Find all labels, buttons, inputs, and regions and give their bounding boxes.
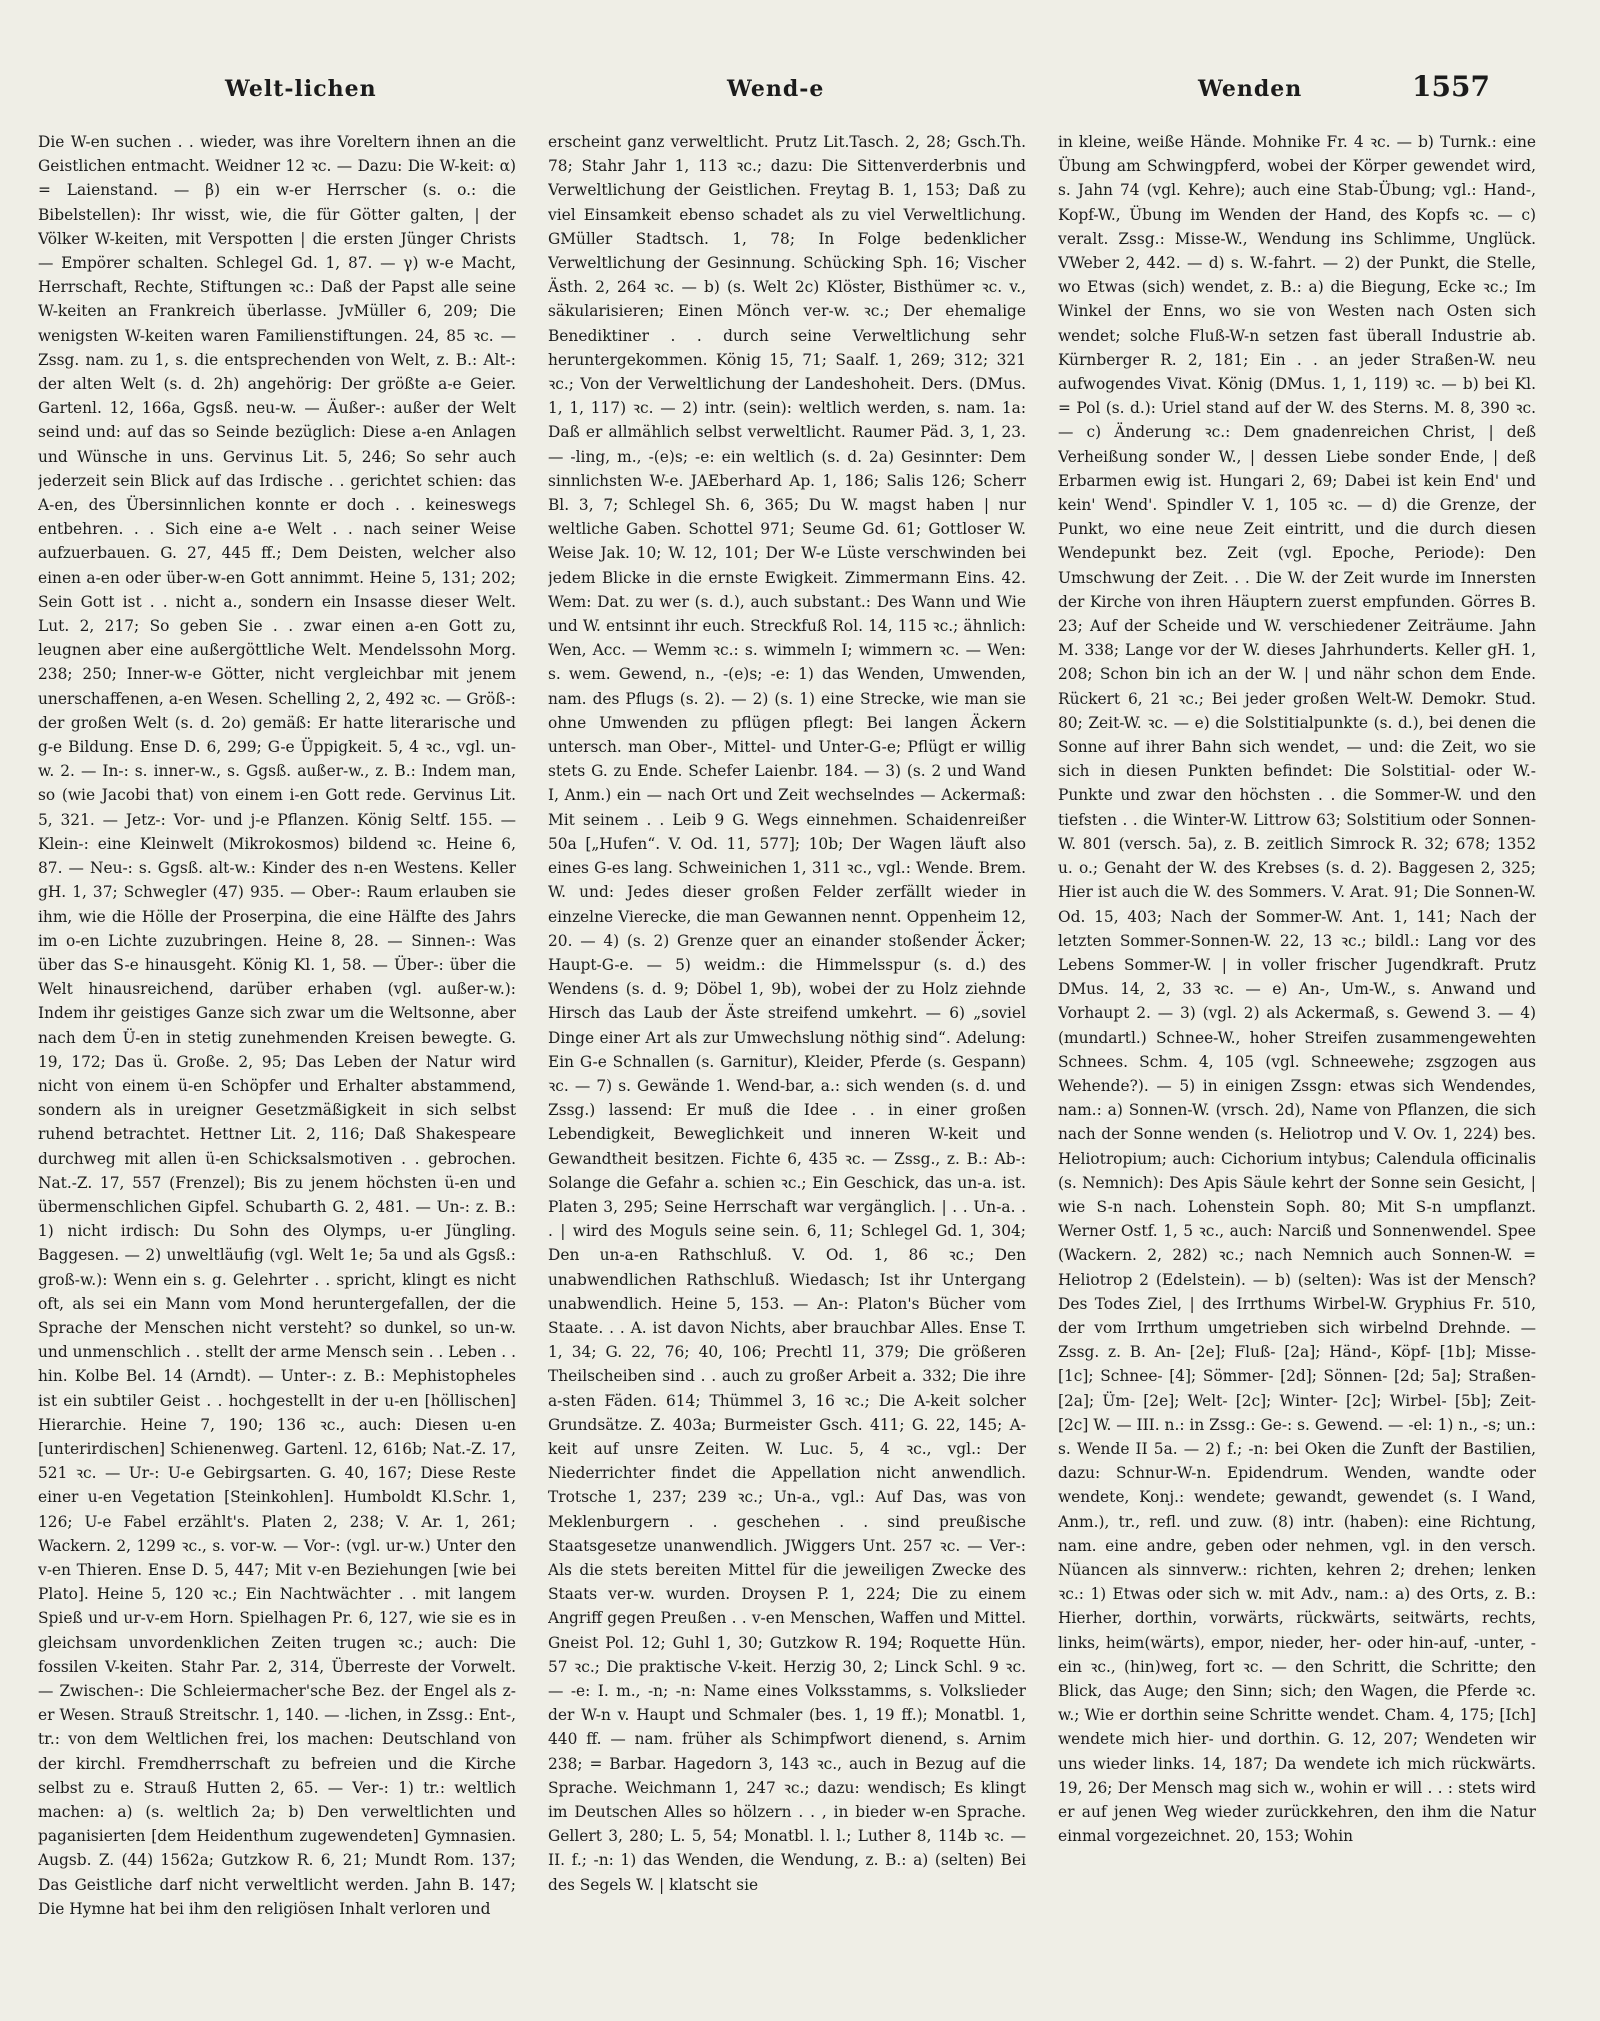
text-column-1 (38, 130, 516, 1990)
page-header (0, 70, 1600, 110)
right-guide-word: Wenden (1198, 76, 1303, 102)
center-guide-word: Wend-e (727, 76, 825, 102)
text-column-3 (1058, 130, 1536, 1990)
left-guide-word: Welt-lichen (225, 76, 377, 102)
column-2-text: erscheint ganz verweltlicht. Prutz Lit.Tasch. 2, 28; Gsch.Th. 78; Stahr Jahr 1, 113 ꝛc.; dazu: Die Sittenverderbnis und Verweltlichung der Geistlichen. Freytag B. 1, 153; Daß zu viel Einsamkeit ebenso schadet als zu viel Verweltlichung. GMüller Stadtsch. 1, 78; In Folge bedenklicher Verweltlichung der Gesinnung. Schücking Sph. 16; Vischer Ästh. 2, 264 ꝛc. — b) (s. Welt 2c) Klöster, Bisthümer ꝛc. v., säkularisieren; Einen Mönch ver-w. ꝛc.; Der ehemalige Benediktiner . . durch seine Verweltlichung sehr heruntergekommen. König 15, 71; Saalf. 1, 269; 312; 321 ꝛc.; Von der Verweltlichung der Landeshoheit. Ders. (DMus. 1, 1, 117) ꝛc. — 2) intr. (sein): weltlich werden, s. nam. 1a: Daß er allmählich selbst verweltlicht. Raumer Päd. 3, 1, 23. — -ling, m., -(e)s; -e: ein weltlich (s. d. 2a) Gesinnter: Dem sinnlichsten W-e. JAEberhard Ap. 1, 186; Salis 126; Scherr Bl. 3, 7; Schlegel Sh. 6, 365; Du W. magst haben | nur weltliche Gaben. Schottel 971; Seume Gd. 61; Gottloser W. Weise Jak. 10; W. 12, 101; Der W-e Lüste verschwinden bei jedem Blicke in die ernste Ewigkeit. Zimmermann Eins. 42. Wem: Dat. zu wer (s. d.), auch substant.: Des Wann und Wie und W. entsinnt ihr euch. Streckfuß Rol. 14, 115 ꝛc.; ähnlich: Wen, Acc. — Wemm ꝛc.: s. wimmeln I; wimmern ꝛc. — Wen: s. wem. Gewend, n., -(e)s; -e: 1) das Wenden, Umwenden, nam. des Pflugs (s. 2). — 2) (s. 1) eine Strecke, wie man sie ohne Umwenden zu pflügen pflegt: Bei langen Äckern untersch. man Ober-, Mittel- und Unter-G-e; Pflügt er willig stets G. zu Ende. Schefer Laienbr. 184. — 3) (s. 2 und Wand I, Anm.) ein — nach Ort und Zeit wechselndes — Ackermaß: Mit seinem . . Leib 9 G. Wegs einnehmen. Schaidenreißer 50a [„Hufen“. V. Od. 11, 577]; 10b; Der Wagen läuft also eines G-es lang. Schweinichen 1, 311 ꝛc., vgl.: Wende. Brem. W. und: Jedes dieser großen Felder zerfällt wieder in einzelne Vierecke, die man Gewannen nennt. Oppenheim 12, 20. — 4) (s. 2) Grenze quer an einander stoßender Äcker; Haupt-G-e. — 5) weidm.: die Himmelsspur (s. d.) des Wendens (s. d. 9; Döbel 1, 9b), wobei der zu Holz ziehnde Hirsch das Laub der Äste streifend umkehrt. — 6) „soviel Dinge einer Art als zur Umwechslung nöthig sind“. Adelung: Ein G-e Schnallen (s. Garnitur), Kleider, Pferde (s. Gespann) ꝛc. — 7) s. Gewände 1. Wend-bar, a.: sich wenden (s. d. und Zssg.) lassend: Er muß die Idee . . in einer großen Lebendigkeit, Beweglichkeit und inneren W-keit und Gewandtheit besitzen. Fichte 6, 435 ꝛc. — Zssg., z. B.: Ab-: Solange die Gefahr a. schien ꝛc.; Ein Geschick, das un-a. ist. Platen 3, 295; Seine Herrschaft war vergänglich. | . . Un-a. . . | wird des Moguls seine sein. 6, 11; Schlegel Gd. 1, 304; Den un-a-en Rathschluß. V. Od. 1, 86 ꝛc.; Den unabwendlichen Rathschluß. Wiedasch; Ist ihr Untergang unabwendlich. Heine 5, 153. — An-: Platon's Bücher vom Staate. . . A. ist davon Nichts, aber brauchbar Alles. Ense T. 1, 34; G. 22, 76; 40, 106; Prechtl 11, 379; Die größeren Theilscheiben sind . . auch zu großer Arbeit a. 332; Die ihre a-sten Fäden. 614; Thümmel 3, 16 ꝛc.; Die A-keit solcher Grundsätze. Z. 403a; Burmeister Gsch. 411; G. 22, 145; A-keit auf unsre Zeiten. W. Luc. 5, 4 ꝛc., vgl.: Der Niederrichter findet die Appellation nicht anwendlich. Trotsche 1, 237; 239 ꝛc.; Un-a., vgl.: Auf Das, was von Meklenburgern . . geschehen . . sind preußische Staatsgesetze unanwendlich. JWiggers Unt. 257 ꝛc. — Ver-: Als die stets bereiten Mittel für die jeweiligen Zwecke des Staats ver-w. wurden. Droysen P. 1, 224; Die zu einem Angriff gegen Preußen . . v-en Menschen, Waffen und Mittel. Gneist Pol. 12; Guhl 1, 30; Gutzkow R. 194; Roquette Hün. 57 ꝛc.; Die praktische V-keit. Herzig 30, 2; Linck Schl. 9 ꝛc. — -e: I. m., -n; -n: Name eines Volksstamms, s. Volkslieder der W-n v. Haupt und Schmaler (bes. 1, 19 ff.); Monatbl. 1, 440 ff. — nam. früher als Schimpfwort dienend, s. Arnim 238; = Barbar. Hagedorn 3, 143 ꝛc., auch in Bezug auf die Sprache. Weichmann 1, 247 ꝛc.; dazu: wendisch; Es klingt im Deutschen Alles so hölzern . . , in bieder w-en Sprache. Gellert 3, 280; L. 5, 54; Monatbl. l. l.; Luther 8, 114b ꝛc. — II. f.; -n: 1) das Wenden, die Wendung, z. B.: a) (selten) Bei des Segels W. | klatscht sie (548, 133, 1026, 1894)
page-number: 1557 (1412, 70, 1490, 103)
column-3-text: in kleine, weiße Hände. Mohnike Fr. 4 ꝛc. — b) Turnk.: eine Übung am Schwingpferd, wobei der Körper gewendet wird, s. Jahn 74 (vgl. Kehre); auch eine Stab-Übung; vgl.: Hand-, Kopf-W., Übung im Wenden der Hand, des Kopfs ꝛc. — c) veralt. Zssg.: Misse-W., Wendung ins Schlimme, Unglück. VWeber 2, 442. — d) s. W.-fahrt. — 2) der Punkt, die Stelle, wo Etwas (sich) wendet, z. B.: a) die Biegung, Ecke ꝛc.; Im Winkel der Enns, wo sie von Westen nach Osten sich wendet; solche Fluß-W-n setzen fast überall Industrie ab. Kürnberger R. 2, 181; Ein . . an jeder Straßen-W. neu aufwogendes Vivat. König (DMus. 1, 1, 119) ꝛc. — b) bei Kl. = Pol (s. d.): Uriel stand auf der W. des Sterns. M. 8, 390 ꝛc. — c) Änderung ꝛc.: Dem gnadenreichen Christ, | deß Verheißung sonder W., | dessen Liebe sonder Ende, | deß Erbarmen ewig ist. Hungari 2, 69; Dabei ist kein End' und kein' Wend'. Spindler V. 1, 105 ꝛc. — d) die Grenze, der Punkt, wo eine neue Zeit eintritt, und die durch diesen Wendepunkt bez. Zeit (vgl. Epoche, Periode): Den Umschwung der Zeit. . . Die W. der Zeit wurde im Innersten der Kirche von ihren Häuptern zuerst empfunden. Görres B. 23; Auf der Scheide und W. verschiedener Zeiträume. Jahn M. 338; Lange vor der W. dieses Jahrhunderts. Keller gH. 1, 208; Schon bin ich an der W. | und nähr schon dem Ende. Rückert 6, 21 ꝛc.; Bei jeder großen Welt-W. Demokr. Stud. 80; Zeit-W. ꝛc. — e) die Solstitialpunkte (s. d.), bei denen die Sonne auf ihrer Bahn sich wendet, — und: die Zeit, wo sie sich in diesen Punkten befindet: Die Solstitial- oder W.-Punkte und zwar den höchsten . . die Sommer-W. und den tiefsten . . die Winter-W. Littrow 63; Solstitium oder Sonnen-W. 801 (versch. 5a), z. B. zeitlich Simrock R. 32; 678; 1352 u. o.; Genaht der W. des Krebses (s. d. 2). Baggesen 2, 325; Hier ist auch die W. des Sommers. V. Arat. 91; Die Sonnen-W. Od. 15, 403; Nach der Sommer-W. Ant. 1, 141; Nach der letzten Sommer-Sonnen-W. 22, 13 ꝛc.; bildl.: Lang vor des Lebens Sommer-W. | in voller frischer Jugendkraft. Prutz DMus. 14, 2, 33 ꝛc. — e) An-, Um-W., s. Anwand und Vorhaupt 2. — 3) (vgl. 2) als Ackermaß, s. Gewend 3. — 4) (mundartl.) Schnee-W., hoher Streifen zusammengewehten Schnees. Schm. 4, 105 (vgl. Schneewehe; zsgzogen aus Wehende?). — 5) in einigen Zssgn: etwas sich Wendendes, nam.: a) Sonnen-W. (vrsch. 2d), Name von Pflanzen, die sich nach der Sonne wenden (s. Heliotrop und V. Ov. 1, 224) bes. Heliotropium; auch: Cichorium intybus; Calendula officinalis (s. Nemnich): Des Apis Säule kehrt der Sonne sein Gesicht, | wie S-n nach. Lohenstein Soph. 80; Mit S-n umpflanzt. Werner Ostf. 1, 5 ꝛc., auch: Narciß und Sonnenwendel. Spee (Wackern. 2, 282) ꝛc.; nach Nemnich auch Sonnen-W. = Heliotrop 2 (Edelstein). — b) (selten): Was ist der Mensch? Des Todes Ziel, | des Irrthums Wirbel-W. Gryphius Fr. 510, der vom Irrthum umgetrieben sich wirbelnd Drehnde. — Zssg. z. B. An- [2e]; Fluß- [2a]; Händ-, Köpf- [1b]; Misse- [1c]; Schnee- [4]; Sömmer- [2d]; Sönnen- [2d; 5a]; Straßen- [2a]; Üm- [2e]; Welt- [2c]; Winter- [2c]; Wirbel- [5b]; Zeit- [2c] W. — III. n.: in Zssg.: Ge-: s. Gewend. — -el: 1) n., -s; un.: s. Wende II 5a. — 2) f.; -n: bei Oken die Zunft der Bastilien, dazu: Schnur-W-n. Epidendrum. Wenden, wandte oder wendete, Konj.: wendete; gewandt, gewendet (s. I Wand, Anm.), tr., refl. und zuw. (8) intr. (haben): eine Richtung, nam. eine andre, geben oder nehmen, vgl. in den versch. Nüancen als sinnverw.: richten, kehren 2; drehen; lenken ꝛc.: 1) Etwas oder sich w. mit Adv., nam.: a) des Orts, z. B.: Hierher, dorthin, vorwärts, rückwärts, seitwärts, rechts, links, heim(wärts), empor, nieder, her- oder hin-auf, -unter, -ein ꝛc., (hin)weg, fort ꝛc. — den Schritt, die Schritte; den Blick, das Auge; den Sinn; sich; den Wagen, die Pferde ꝛc. w.; Wie er dorthin seine Schritte wendet. Cham. 4, 175; [Ich] wendete mich hier- und dorthin. G. 12, 207; Wendeten wir uns wieder links. 14, 187; Da wendete ich mich rückwärts. 19, 26; Der Mensch mag sich w., wohin er will . . : stets wird er auf jenen Weg wieder zurückkehren, den ihm die Natur einmal vorgezeichnet. 20, 153; Wohin (1058, 133, 1536, 1846)
text-column-2 (548, 130, 1026, 1990)
column-1-text: Die W-en suchen . . wieder, was ihre Voreltern ihnen an die Geistlichen entmacht. Weidner 12 ꝛc. — Dazu: Die W-keit: α) = Laienstand. — β) ein w-er Herrscher (s. o.: die Bibelstellen): Ihr wisst, wie, die für Götter galten, | der Völker W-keiten, mit Verspotten | die ersten Jünger Christs — Empörer schalten. Schlegel Gd. 1, 87. — γ) w-e Macht, Herrschaft, Rechte, Stiftungen ꝛc.: Daß der Papst alle seine W-keiten an Frankreich überlasse. JvMüller 6, 209; Die wenigsten W-keiten waren Familienstiftungen. 24, 85 ꝛc. — Zssg. nam. zu 1, s. die entsprechenden von Welt, z. B.: Alt-: der alten Welt (s. d. 2h) angehörig: Der größte a-e Geier. Gartenl. 12, 166a, Ggsß. neu-w. — Äußer-: außer der Welt seind und: auf das so Seinde bezüglich: Diese a-en Anlagen und Wünsche in uns. Gervinus Lit. 5, 246; So sehr auch jederzeit sein Blick auf das Irdische . . gerichtet schien: das A-en, des Übersinnlichen konnte er doch . . keineswegs entbehren. . . Sich eine a-e Welt . . nach seiner Weise aufzuerbauen. G. 27, 445 ff.; Dem Deisten, welcher also einen a-en oder über-w-en Gott annimmt. Heine 5, 131; 202; Sein Gott ist . . nicht a., sondern ein Insasse dieser Welt. Lut. 2, 217; So geben Sie . . zwar einen a-en Gott zu, leugnen aber eine außergöttliche Welt. Mendelssohn Morg. 238; 250; Inner-w-e Götter, nicht vergleichbar mit jenem unerschaffenen, a-en Wesen. Schelling 2, 2, 492 ꝛc. — Größ-: der großen Welt (s. d. 2o) gemäß: Er hatte literarische und g-e Bildung. Ense D. 6, 299; G-e Üppigkeit. 5, 4 ꝛc., vgl. un-w. 2. — In-: s. inner-w., s. Ggsß. außer-w., z. B.: Indem man, so (wie Jacobi that) von einem i-en Gott rede. Gervinus Lit. 5, 321. — Jetz-: Vor- und j-e Pflanzen. König Seltf. 155. — Klein-: eine Kleinwelt (Mikrokosmos) bildend ꝛc. Heine 6, 87. — Neu-: s. Ggsß. alt-w.: Kinder des n-en Westens. Keller gH. 1, 37; Schwegler (47) 935. — Ober-: Raum erlauben sie ihm, wie die Hölle der Proserpina, die eine Hälfte des Jahrs im o-en Lichte zuzubringen. Heine 8, 28. — Sinnen-: Was über das S-e hinausgeht. König Kl. 1, 58. — Über-: über die Welt hinausreichend, darüber erhaben (vgl. außer-w.): Indem ihr geistiges Ganze sich zwar um die Weltsonne, aber nach dem Ü-en in stetig zunehmenden Kreisen bewegte. G. 19, 172; Das ü. Große. 2, 95; Das Leben der Natur wird nicht von einem ü-en Schöpfer und Erhalter abstammend, sondern als in ureigner Gesetzmäßigkeit in sich selbst ruhend betrachtet. Hettner Lit. 2, 116; Daß Shakespeare durchweg mit allen ü-en Schicksalsmotiven . . gebrochen. Nat.-Z. 17, 557 (Frenzel); Bis zu jenem höchsten ü-en und übermenschlichen Gipfel. Schubarth G. 2, 481. — Un-: z. B.: 1) nicht irdisch: Du Sohn des Olymps, u-er Jüngling. Baggesen. — 2) unweltläufig (vgl. Welt 1e; 5a und als Ggsß.: groß-w.): Wenn ein s. g. Gelehrter . . spricht, klingt es nicht oft, als sei ein Mann vom Mond heruntergefallen, der die Sprache der Menschen nicht versteht? so dunkel, so un-w. und unmenschlich . . stellt der arme Mensch sein . . Leben . . hin. Kolbe Bel. 14 (Arndt). — Unter-: z. B.: Mephistopheles ist ein subtiler Geist . . hochgestellt in der u-en [höllischen] Hierarchie. Heine 7, 190; 136 ꝛc., auch: Diesen u-en [unterirdischen] Schienenweg. Gartenl. 12, 616b; Nat.-Z. 17, 521 ꝛc. — Ur-: U-e Gebirgsarten. G. 40, 167; Diese Reste einer u-en Vegetation [Steinkohlen]. Humboldt Kl.Schr. 1, 126; U-e Fabel erzählt's. Platen 2, 238; V. Ar. 1, 261; Wackern. 2, 1299 ꝛc., s. vor-w. — Vor-: (vgl. ur-w.) Unter den v-en Thieren. Ense D. 5, 447; Mit v-en Beziehungen [wie bei Plato]. Heine 5, 120 ꝛc.; Ein Nachtwächter . . mit langem Spieß und ur-v-em Horn. Spielhagen Pr. 6, 127, wie sie es in gleichsam unvordenklichen Zeiten trugen ꝛc.; auch: Die fossilen V-keiten. Stahr Par. 2, 314, Überreste der Vorwelt. — Zwischen-: Die Schleiermacher'sche Bez. der Engel als z-er Wesen. Strauß Streitschr. 1, 140. — -lichen, in Zssg.: Ent-, tr.: von dem Weltlichen frei, los machen: Deutschland von der kirchl. Fremdherrschaft zu befreien und die Kirche selbst zu e. Strauß Hutten 2, 65. — Ver-: 1) tr.: weltlich machen: a) (s. weltlich 2a; b) Den verweltlichten und paganisierten [dem Heidenthum zugewendeten] Gymnasien. Augsb. Z. (44) 1562a; Gutzkow R. 6, 21; Mundt Rom. 137; Das Geistliche darf nicht verweltlicht werden. Jahn B. 147; Die Hymne hat bei ihm den religiösen Inhalt verloren und (38, 133, 516, 1918)
